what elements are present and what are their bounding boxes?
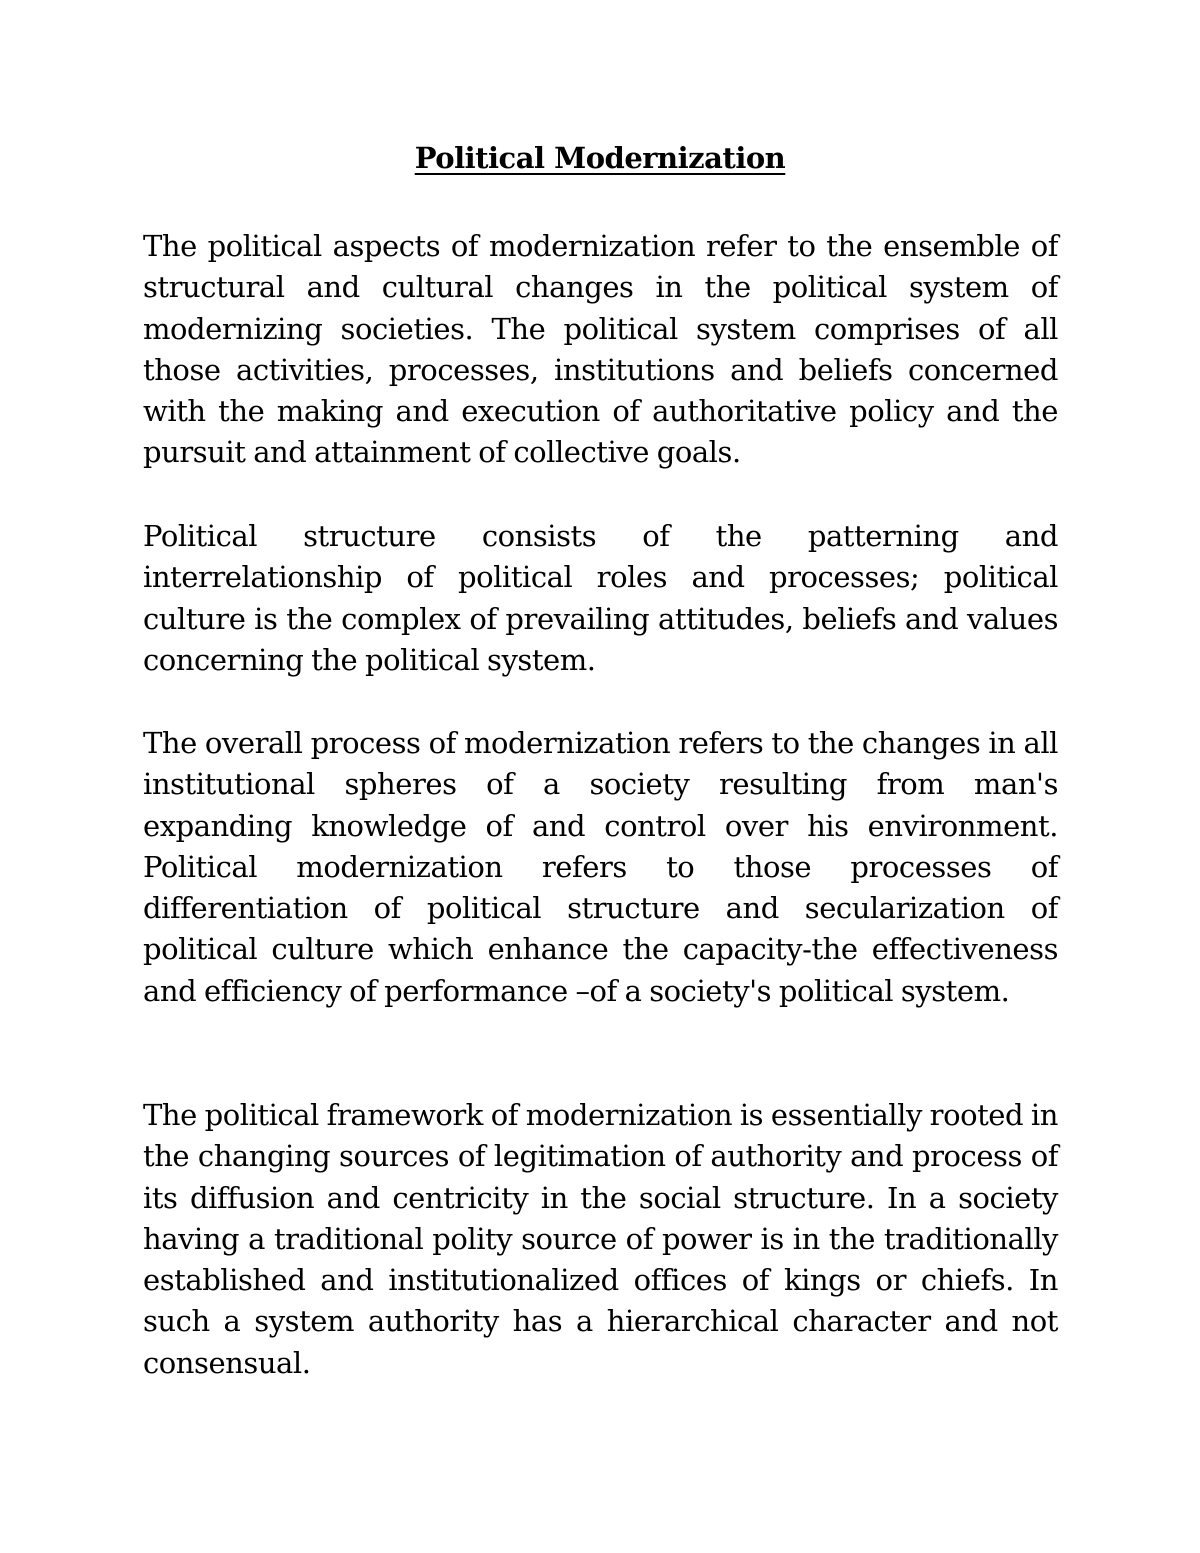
paragraph-4: The political framework of modernization is essentially rooted in the changing sources of legitimation of authority and process of its diffusion and centricity in the social structure. In a society having a traditional polity source of power is in the traditionally established and institutionalized offices of kings or chiefs. In such a system authority has a hierarchical character and not consensual. xyxy=(143,1098,1058,1380)
paragraph-2: Political structure consists of the patterning and interrelationship of political roles and processes; political culture is the complex of prevailing attitudes, beliefs and values concerning the political system. xyxy=(143,519,1058,677)
paragraph-1: The political aspects of modernization refer to the ensemble of structural and cultural changes in the political system of modernizing societies. The political system comprises of all those activities, processes, institutions and beliefs concerned with the making and execution of authoritative policy and the pursuit and attainment of collective goals. xyxy=(143,229,1058,470)
paragraph-3: The overall process of modernization refers to the changes in all institutional spheres of a society resulting from man's expanding knowledge of and control over his environment. Political modernization refers to those processes of differentiation of political structure and secularization of political culture which enhance the capacity-the effectiveness and efficiency of performance –of a society's political system. xyxy=(143,726,1058,1008)
page-title: Political Modernization xyxy=(414,141,786,175)
